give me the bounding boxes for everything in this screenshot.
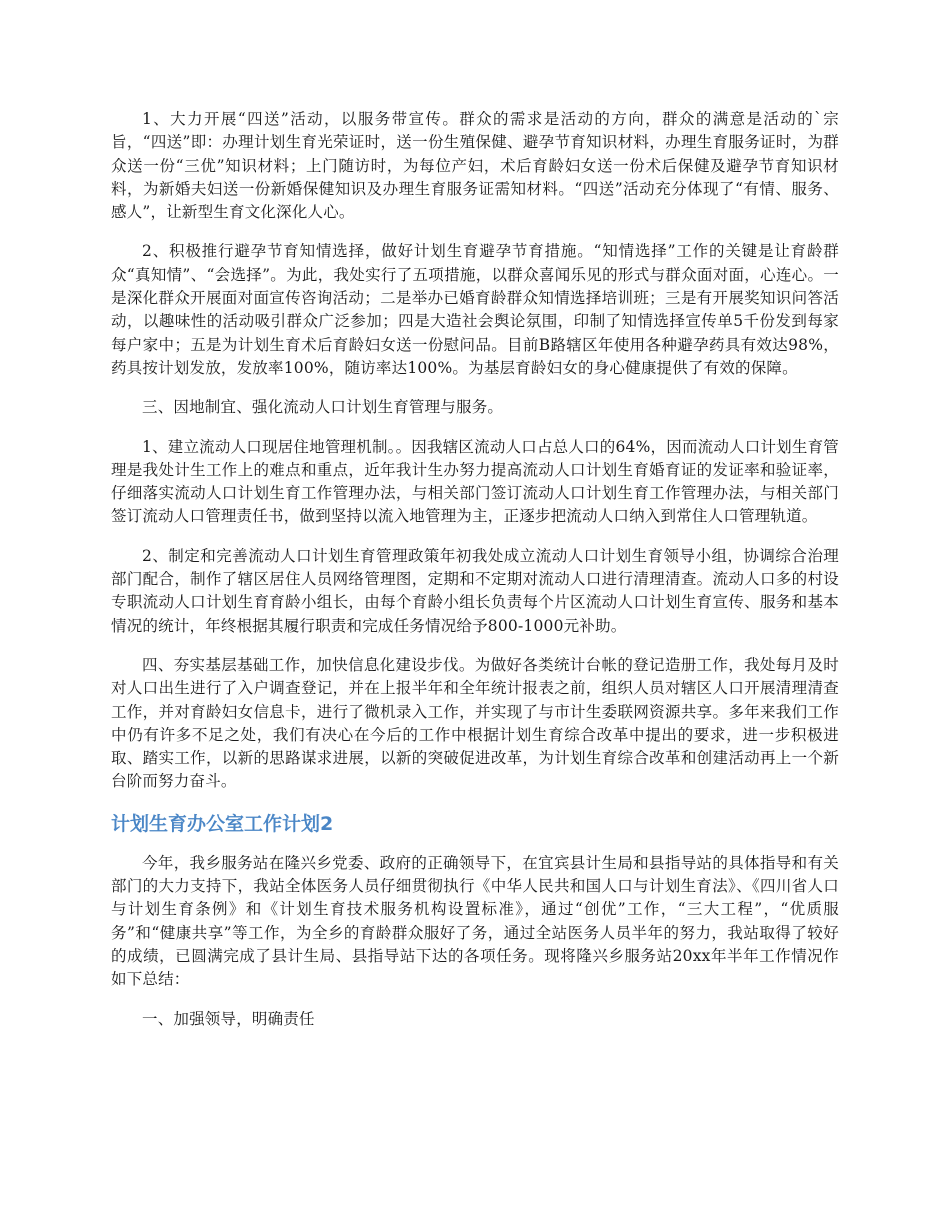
- document-section-title: 计划生育办公室工作计划2: [111, 812, 334, 835]
- paragraph-four-sends: 1、大力开展“四送”活动，以服务带宣传。群众的需求是活动的方向，群众的满意是活动的`宗旨，“四送”即：办理计划生育光荣证时，送一份生殖保健、避孕节育知识材料，办理生育服务证时，为群众送一份“三优”知识材料；上门随访时，为每位产妇，术后育龄妇女送一份术后保健及避孕节育知识材料，为新婚夫妇送一份新婚保健知识及办理生育服务证需知材料。“四送”活动充分体现了“有情、服务、感人”，让新型生育文化深化人心。: [111, 110, 839, 222]
- section-heading-leadership: 一、加强领导，明确责任: [142, 1009, 315, 1028]
- document-body: [111, 108, 839, 1047]
- paragraph-summary-intro: 今年，我乡服务站在隆兴乡党委、政府的正确领导下，在宜宾县计生局和县指导站的具体指导和有关部门的大力支持下，我站全体医务人员仔细贯彻执行《中华人民共和国人口与计划生育法》、《四川省人口与计划生育条例》和《计划生育技术服务机构设置标准》，通过“创优”工作，“三大工程”，“优质服务”和“健康共享”等工作，为全乡的育龄群众服好了务，通过全站医务人员半年的努力，我站取得了较好的成绩，已圆满完成了县计生局、县指导站下达的各项任务。现将隆兴乡服务站20xx年半年工作情况作如下总结：: [111, 853, 839, 989]
- paragraph-residence-management: 1、建立流动人口现居住地管理机制。。因我辖区流动人口占总人口的64%，因而流动人口计划生育管理是我处计生工作上的难点和重点，近年我计生办努力提高流动人口计划生育婚育证的发证率和验证率，仔细落实流动人口计划生育工作管理办法，与相关部门签订流动人口计划生育工作管理办法，与相关部门签订流动人口管理责任书，做到坚持以流入地管理为主，正逐步把流动人口纳入到常住人口管理轨道。: [111, 437, 839, 526]
- paragraph-grassroots-work: 四、夯实基层基础工作，加快信息化建设步伐。为做好各类统计台帐的登记造册工作，我处每月及时对人口出生进行了入户调查登记，并在上报半年和全年统计报表之前，组织人员对辖区人口开展清理清查工作，并对育龄妇女信息卡，进行了微机录入工作，并实现了与市计生委联网资源共享。多年来我们工作中仍有许多不足之处，我们有决心在今后的工作中根据计划生育综合改革中提出的要求，进一步积极进取、踏实工作，以新的思路谋求进展，以新的突破促进改革，为计划生育综合改革和创建活动再上一个新台阶而努力奋斗。: [111, 655, 839, 791]
- paragraph-policy-improvement: 2、制定和完善流动人口计划生育管理政策年初我处成立流动人口计划生育领导小组，协调综合治理部门配合，制作了辖区居住人员网络管理图，定期和不定期对流动人口进行清理清查。流动人口多的村设专职流动人口计划生育育龄小组长，由每个育龄小组长负责每个片区流动人口计划生育宣传、服务和基本情况的统计，年终根据其履行职责和完成任务情况给予800-1000元补助。: [111, 546, 839, 635]
- section-heading-floating-population: 三、因地制宜、强化流动人口计划生育管理与服务。: [142, 398, 504, 417]
- paragraph-informed-choice: 2、积极推行避孕节育知情选择，做好计划生育避孕节育措施。“知情选择”工作的关键是让育龄群众“真知情”、“会选择”。为此，我处实行了五项措施，以群众喜闻乐见的形式与群众面对面，心连心。一是深化群众开展面对面宣传咨询活动；二是举办已婚育龄群众知情选择培训班；三是有开展奖知识问答活动，以趣味性的活动吸引群众广泛参加；四是大造社会舆论氛围，印制了知情选择宣传单5千份发到每家每户家中；五是为计划生育术后育龄妇女送一份慰问品。目前B路辖区年使用各种避孕药具有效达98%，药具按计划发放，发放率100%，随访率达100%。为基层育龄妇女的身心健康提供了有效的保障。: [111, 242, 839, 377]
